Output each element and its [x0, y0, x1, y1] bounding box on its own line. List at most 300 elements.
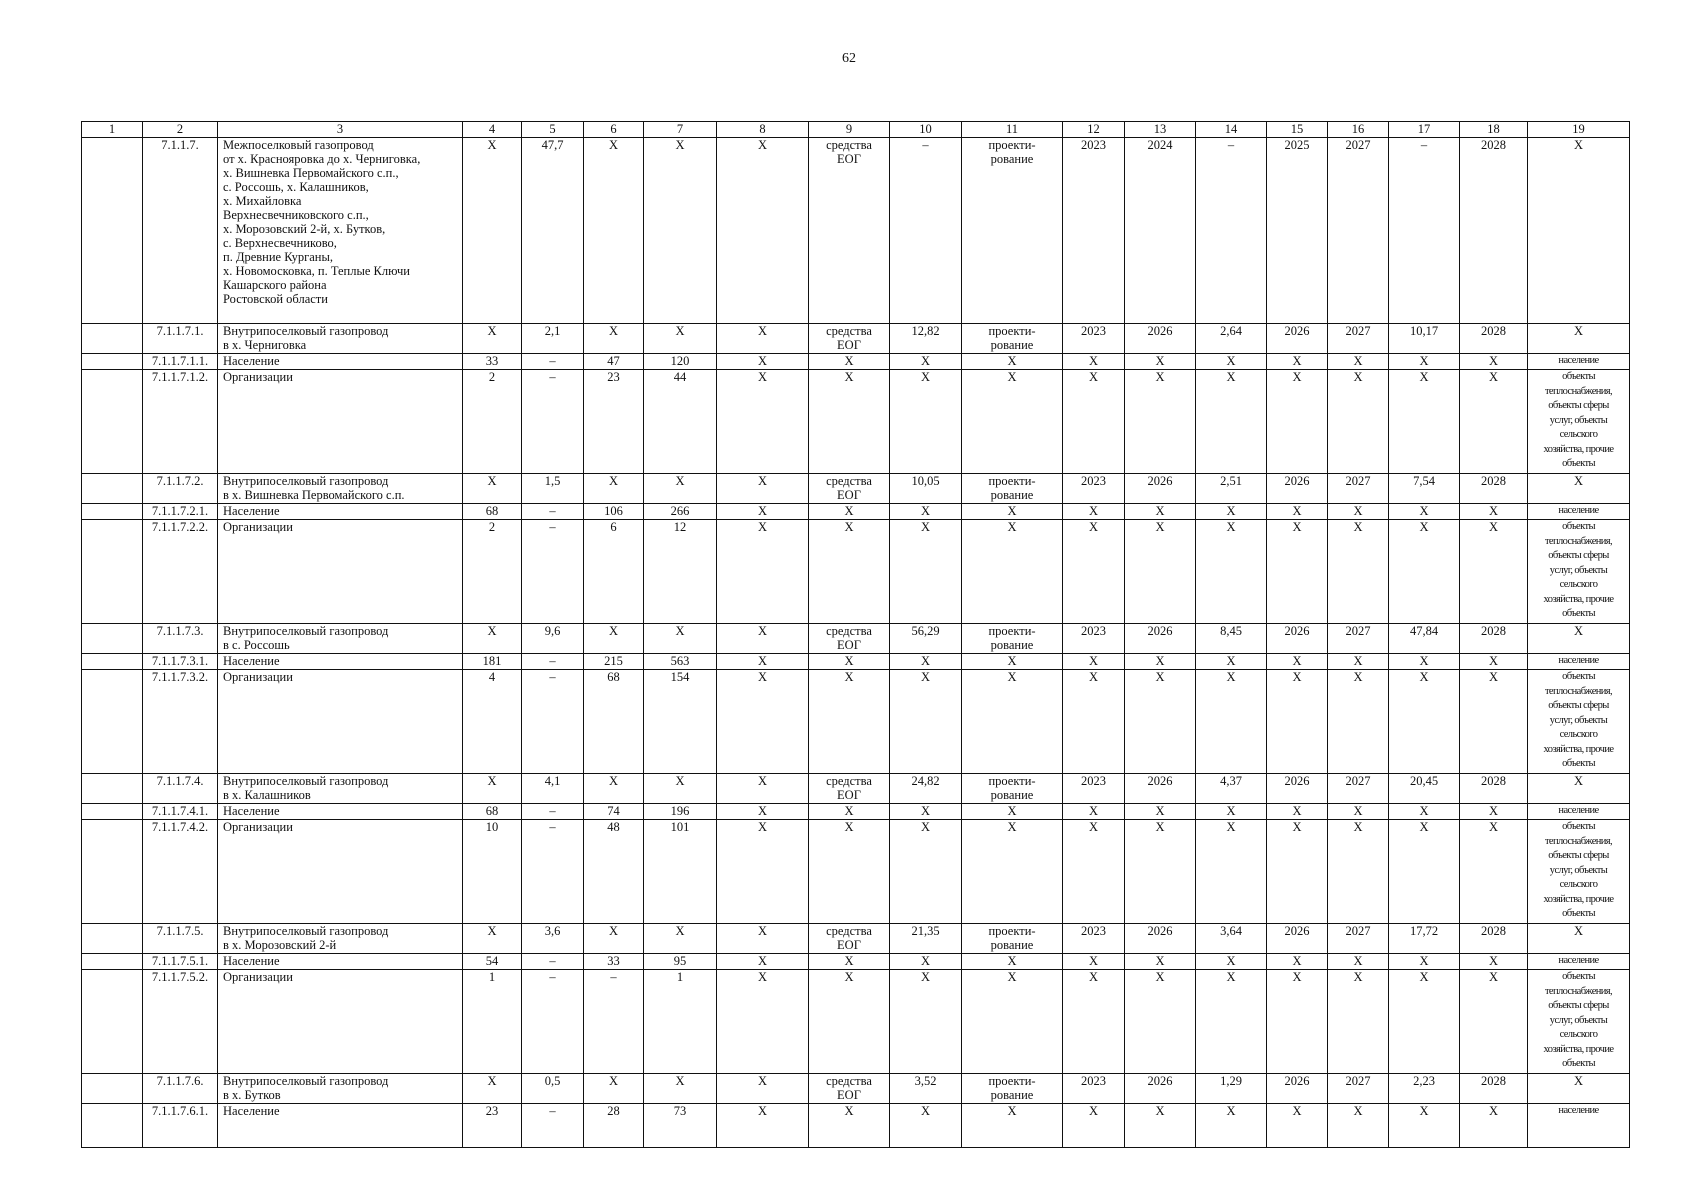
- item-code: 7.1.1.7.3.1.: [143, 654, 218, 670]
- value-cell: Х: [1125, 804, 1196, 820]
- value-cell: Х: [1328, 354, 1389, 370]
- value-cell: Х: [717, 654, 809, 670]
- value-cell: Х: [1063, 504, 1125, 520]
- value-cell: 4,1: [522, 774, 584, 804]
- item-code: 7.1.1.7.1.2.: [143, 370, 218, 474]
- value-cell: Х: [717, 804, 809, 820]
- value-cell: 2028: [1460, 138, 1528, 324]
- value-cell: Х: [463, 1074, 522, 1104]
- value-cell: Х: [717, 1074, 809, 1104]
- value-cell: 73: [644, 1104, 717, 1148]
- value-cell: Х: [717, 970, 809, 1074]
- value-cell: Х: [1267, 954, 1328, 970]
- value-cell: Х: [584, 624, 644, 654]
- value-cell: Х: [1267, 970, 1328, 1074]
- value-cell: Х: [890, 820, 962, 924]
- value-cell: Х: [1063, 654, 1125, 670]
- value-cell: 2026: [1125, 1074, 1196, 1104]
- consumer-type: Х: [1528, 624, 1630, 654]
- value-cell: 23: [463, 1104, 522, 1148]
- value-cell: 2026: [1125, 474, 1196, 504]
- value-cell: Х: [1267, 670, 1328, 774]
- value-cell: проекти- рование: [962, 774, 1063, 804]
- value-cell: 2,1: [522, 324, 584, 354]
- value-cell: –: [1196, 138, 1267, 324]
- value-cell: Х: [1196, 354, 1267, 370]
- item-code: 7.1.1.7.: [143, 138, 218, 324]
- value-cell: 68: [584, 670, 644, 774]
- table-row: [82, 474, 1630, 504]
- value-cell: 120: [644, 354, 717, 370]
- consumer-type: население: [1528, 1104, 1630, 1148]
- value-cell: 2027: [1328, 1074, 1389, 1104]
- value-cell: 196: [644, 804, 717, 820]
- value-cell: 24,82: [890, 774, 962, 804]
- table-row: [82, 624, 1630, 654]
- value-cell: 2026: [1125, 624, 1196, 654]
- table-row: [82, 970, 1630, 1074]
- gas-pipeline-table: [81, 121, 1630, 1148]
- table-row: [82, 520, 1630, 624]
- column-number: 14: [1196, 122, 1267, 138]
- value-cell: Х: [809, 1104, 890, 1148]
- value-cell: Х: [1328, 1104, 1389, 1148]
- value-cell: Х: [1196, 670, 1267, 774]
- value-cell: 1,5: [522, 474, 584, 504]
- value-cell: Х: [1063, 1104, 1125, 1148]
- value-cell: Х: [1196, 954, 1267, 970]
- value-cell: Х: [1328, 520, 1389, 624]
- value-cell: Х: [717, 504, 809, 520]
- value-cell: 2023: [1063, 924, 1125, 954]
- value-cell: проекти- рование: [962, 324, 1063, 354]
- table-row: [82, 370, 1630, 474]
- value-cell: 2027: [1328, 924, 1389, 954]
- value-cell: Х: [717, 1104, 809, 1148]
- value-cell: Х: [644, 138, 717, 324]
- value-cell: 2026: [1267, 324, 1328, 354]
- value-cell: Х: [717, 954, 809, 970]
- value-cell: –: [1389, 138, 1460, 324]
- item-description: Внутрипоселковый газопровод в с. Россошь: [218, 624, 463, 654]
- item-code: 7.1.1.7.3.: [143, 624, 218, 654]
- value-cell: Х: [809, 654, 890, 670]
- empty-cell: [82, 624, 143, 654]
- value-cell: 1: [644, 970, 717, 1074]
- value-cell: 95: [644, 954, 717, 970]
- value-cell: 47,84: [1389, 624, 1460, 654]
- item-code: 7.1.1.7.6.: [143, 1074, 218, 1104]
- item-description: Внутрипоселковый газопровод в х. Бутков: [218, 1074, 463, 1104]
- value-cell: 563: [644, 654, 717, 670]
- value-cell: 2027: [1328, 774, 1389, 804]
- item-description: Внутрипоселковый газопровод в х. Черниговка: [218, 324, 463, 354]
- item-description: Население: [218, 1104, 463, 1148]
- empty-cell: [82, 924, 143, 954]
- value-cell: Х: [463, 474, 522, 504]
- item-description: Организации: [218, 370, 463, 474]
- value-cell: 2024: [1125, 138, 1196, 324]
- item-description: Население: [218, 504, 463, 520]
- empty-cell: [82, 474, 143, 504]
- value-cell: Х: [1125, 504, 1196, 520]
- item-code: 7.1.1.7.2.2.: [143, 520, 218, 624]
- empty-cell: [82, 820, 143, 924]
- value-cell: 8,45: [1196, 624, 1267, 654]
- value-cell: Х: [1267, 520, 1328, 624]
- table-row: [82, 504, 1630, 520]
- consumer-type: объекты теплоснабжения, объекты сферы услуг, объекты сельского хозяйства, прочие объекты: [1528, 820, 1630, 924]
- value-cell: 10,17: [1389, 324, 1460, 354]
- value-cell: средства ЕОГ: [809, 924, 890, 954]
- value-cell: Х: [717, 670, 809, 774]
- table-row: [82, 138, 1630, 324]
- empty-cell: [82, 804, 143, 820]
- value-cell: 4,37: [1196, 774, 1267, 804]
- consumer-type: объекты теплоснабжения, объекты сферы услуг, объекты сельского хозяйства, прочие объекты: [1528, 670, 1630, 774]
- table-row: [82, 324, 1630, 354]
- value-cell: Х: [1389, 954, 1460, 970]
- table-row: [82, 924, 1630, 954]
- value-cell: Х: [890, 354, 962, 370]
- value-cell: Х: [584, 774, 644, 804]
- value-cell: Х: [1196, 804, 1267, 820]
- value-cell: 2028: [1460, 624, 1528, 654]
- empty-cell: [82, 138, 143, 324]
- value-cell: –: [522, 970, 584, 1074]
- value-cell: 2026: [1267, 474, 1328, 504]
- item-description: Организации: [218, 820, 463, 924]
- item-description: Межпоселковый газопровод от х. Краснояровка до х. Черниговка, х. Вишневка Первомайского с.п., с. Россошь, х. Калашников, х. Михайловка Верхнесвечниковского с.п., х. Морозовский 2-й, х. Бутков, с. Верхнесвечниково, п. Древние Курганы, х. Новомосковка, п. Теплые Ключи Кашарского района Ростовской области: [218, 138, 463, 324]
- item-description: Население: [218, 804, 463, 820]
- column-number: 6: [584, 122, 644, 138]
- value-cell: Х: [1460, 804, 1528, 820]
- value-cell: 74: [584, 804, 644, 820]
- value-cell: Х: [1460, 370, 1528, 474]
- table-row: [82, 954, 1630, 970]
- value-cell: Х: [717, 924, 809, 954]
- value-cell: Х: [644, 774, 717, 804]
- value-cell: Х: [962, 954, 1063, 970]
- item-description: Организации: [218, 520, 463, 624]
- column-number: 4: [463, 122, 522, 138]
- value-cell: Х: [584, 324, 644, 354]
- value-cell: Х: [962, 670, 1063, 774]
- value-cell: 181: [463, 654, 522, 670]
- item-description: Внутрипоселковый газопровод в х. Калашников: [218, 774, 463, 804]
- value-cell: 2,23: [1389, 1074, 1460, 1104]
- consumer-type: население: [1528, 354, 1630, 370]
- value-cell: Х: [1125, 670, 1196, 774]
- value-cell: –: [522, 670, 584, 774]
- value-cell: проекти- рование: [962, 924, 1063, 954]
- value-cell: –: [522, 520, 584, 624]
- value-cell: 0,5: [522, 1074, 584, 1104]
- value-cell: 101: [644, 820, 717, 924]
- value-cell: 2023: [1063, 138, 1125, 324]
- item-description: Население: [218, 654, 463, 670]
- value-cell: Х: [1328, 370, 1389, 474]
- value-cell: 33: [463, 354, 522, 370]
- value-cell: 2027: [1328, 624, 1389, 654]
- value-cell: Х: [463, 624, 522, 654]
- item-code: 7.1.1.7.1.: [143, 324, 218, 354]
- value-cell: Х: [1125, 370, 1196, 474]
- value-cell: Х: [1196, 504, 1267, 520]
- empty-cell: [82, 954, 143, 970]
- value-cell: 2,64: [1196, 324, 1267, 354]
- value-cell: Х: [1267, 820, 1328, 924]
- value-cell: средства ЕОГ: [809, 138, 890, 324]
- value-cell: Х: [1196, 970, 1267, 1074]
- consumer-type: объекты теплоснабжения, объекты сферы услуг, объекты сельского хозяйства, прочие объекты: [1528, 370, 1630, 474]
- consumer-type: население: [1528, 504, 1630, 520]
- item-description: Внутрипоселковый газопровод в х. Вишневка Первомайского с.п.: [218, 474, 463, 504]
- value-cell: 2028: [1460, 924, 1528, 954]
- value-cell: Х: [1328, 804, 1389, 820]
- value-cell: 154: [644, 670, 717, 774]
- value-cell: 266: [644, 504, 717, 520]
- column-number: 17: [1389, 122, 1460, 138]
- value-cell: Х: [717, 354, 809, 370]
- column-number: 8: [717, 122, 809, 138]
- value-cell: 2: [463, 520, 522, 624]
- item-description: Организации: [218, 670, 463, 774]
- value-cell: 2023: [1063, 624, 1125, 654]
- value-cell: 48: [584, 820, 644, 924]
- empty-cell: [82, 670, 143, 774]
- table-row: [82, 1074, 1630, 1104]
- value-cell: Х: [717, 520, 809, 624]
- value-cell: –: [584, 970, 644, 1074]
- consumer-type: население: [1528, 954, 1630, 970]
- column-number: 11: [962, 122, 1063, 138]
- value-cell: Х: [962, 354, 1063, 370]
- value-cell: 47,7: [522, 138, 584, 324]
- value-cell: 54: [463, 954, 522, 970]
- value-cell: проекти- рование: [962, 624, 1063, 654]
- value-cell: 68: [463, 804, 522, 820]
- value-cell: Х: [962, 520, 1063, 624]
- item-code: 7.1.1.7.5.: [143, 924, 218, 954]
- consumer-type: Х: [1528, 138, 1630, 324]
- value-cell: Х: [1460, 520, 1528, 624]
- value-cell: Х: [1196, 1104, 1267, 1148]
- column-number: 3: [218, 122, 463, 138]
- value-cell: –: [522, 370, 584, 474]
- value-cell: Х: [463, 774, 522, 804]
- value-cell: Х: [962, 820, 1063, 924]
- value-cell: 23: [584, 370, 644, 474]
- value-cell: Х: [809, 354, 890, 370]
- value-cell: 47: [584, 354, 644, 370]
- value-cell: 28: [584, 1104, 644, 1148]
- value-cell: Х: [1125, 520, 1196, 624]
- value-cell: Х: [644, 924, 717, 954]
- value-cell: 33: [584, 954, 644, 970]
- value-cell: Х: [1267, 354, 1328, 370]
- value-cell: Х: [1389, 520, 1460, 624]
- value-cell: Х: [463, 324, 522, 354]
- value-cell: –: [890, 138, 962, 324]
- empty-cell: [82, 1104, 143, 1148]
- value-cell: 2026: [1267, 774, 1328, 804]
- value-cell: 6: [584, 520, 644, 624]
- value-cell: Х: [1267, 804, 1328, 820]
- value-cell: Х: [1328, 820, 1389, 924]
- consumer-type: Х: [1528, 924, 1630, 954]
- consumer-type: население: [1528, 804, 1630, 820]
- value-cell: Х: [1125, 654, 1196, 670]
- value-cell: Х: [1389, 1104, 1460, 1148]
- value-cell: Х: [1125, 970, 1196, 1074]
- value-cell: Х: [1063, 954, 1125, 970]
- value-cell: Х: [1460, 670, 1528, 774]
- value-cell: 3,64: [1196, 924, 1267, 954]
- table-row: [82, 670, 1630, 774]
- value-cell: Х: [584, 138, 644, 324]
- value-cell: 2026: [1267, 624, 1328, 654]
- value-cell: Х: [809, 370, 890, 474]
- item-description: Внутрипоселковый газопровод в х. Морозовский 2-й: [218, 924, 463, 954]
- empty-cell: [82, 354, 143, 370]
- value-cell: проекти- рование: [962, 1074, 1063, 1104]
- item-code: 7.1.1.7.4.2.: [143, 820, 218, 924]
- value-cell: 3,6: [522, 924, 584, 954]
- value-cell: 10: [463, 820, 522, 924]
- table-row: [82, 654, 1630, 670]
- value-cell: –: [522, 1104, 584, 1148]
- value-cell: Х: [1125, 354, 1196, 370]
- column-number: 9: [809, 122, 890, 138]
- value-cell: Х: [809, 504, 890, 520]
- value-cell: Х: [1328, 654, 1389, 670]
- value-cell: Х: [962, 504, 1063, 520]
- value-cell: Х: [890, 970, 962, 1074]
- item-code: 7.1.1.7.4.1.: [143, 804, 218, 820]
- column-number: 16: [1328, 122, 1389, 138]
- value-cell: Х: [1063, 670, 1125, 774]
- value-cell: Х: [1328, 970, 1389, 1074]
- value-cell: Х: [809, 820, 890, 924]
- item-code: 7.1.1.7.5.2.: [143, 970, 218, 1074]
- value-cell: Х: [1267, 370, 1328, 474]
- consumer-type: население: [1528, 654, 1630, 670]
- value-cell: 10,05: [890, 474, 962, 504]
- value-cell: Х: [1125, 820, 1196, 924]
- column-number: 10: [890, 122, 962, 138]
- empty-cell: [82, 370, 143, 474]
- value-cell: 2028: [1460, 774, 1528, 804]
- value-cell: средства ЕОГ: [809, 624, 890, 654]
- value-cell: Х: [644, 474, 717, 504]
- column-number: 2: [143, 122, 218, 138]
- value-cell: 1: [463, 970, 522, 1074]
- value-cell: Х: [1267, 504, 1328, 520]
- value-cell: Х: [890, 370, 962, 474]
- value-cell: 2026: [1125, 324, 1196, 354]
- item-code: 7.1.1.7.1.1.: [143, 354, 218, 370]
- value-cell: Х: [809, 804, 890, 820]
- table-row: [82, 1104, 1630, 1148]
- value-cell: Х: [1328, 670, 1389, 774]
- value-cell: Х: [1196, 820, 1267, 924]
- value-cell: средства ЕОГ: [809, 324, 890, 354]
- value-cell: Х: [1063, 804, 1125, 820]
- consumer-type: Х: [1528, 1074, 1630, 1104]
- value-cell: Х: [1063, 354, 1125, 370]
- column-number: 15: [1267, 122, 1328, 138]
- value-cell: 2,51: [1196, 474, 1267, 504]
- value-cell: Х: [717, 624, 809, 654]
- value-cell: 106: [584, 504, 644, 520]
- value-cell: –: [522, 804, 584, 820]
- value-cell: проекти- рование: [962, 474, 1063, 504]
- value-cell: 7,54: [1389, 474, 1460, 504]
- column-number: 19: [1528, 122, 1630, 138]
- value-cell: Х: [962, 370, 1063, 474]
- value-cell: 2026: [1267, 924, 1328, 954]
- value-cell: Х: [890, 1104, 962, 1148]
- value-cell: Х: [1389, 654, 1460, 670]
- value-cell: 2023: [1063, 1074, 1125, 1104]
- value-cell: Х: [1125, 1104, 1196, 1148]
- value-cell: Х: [1063, 970, 1125, 1074]
- value-cell: Х: [717, 774, 809, 804]
- value-cell: 9,6: [522, 624, 584, 654]
- empty-cell: [82, 504, 143, 520]
- column-number: 12: [1063, 122, 1125, 138]
- value-cell: 12,82: [890, 324, 962, 354]
- value-cell: Х: [1389, 370, 1460, 474]
- value-cell: Х: [1389, 504, 1460, 520]
- value-cell: Х: [1196, 654, 1267, 670]
- column-number: 18: [1460, 122, 1528, 138]
- table-row: [82, 820, 1630, 924]
- value-cell: Х: [717, 370, 809, 474]
- value-cell: 2028: [1460, 324, 1528, 354]
- value-cell: Х: [717, 474, 809, 504]
- value-cell: Х: [962, 970, 1063, 1074]
- value-cell: –: [522, 654, 584, 670]
- item-code: 7.1.1.7.2.1.: [143, 504, 218, 520]
- value-cell: Х: [1196, 520, 1267, 624]
- column-number: 1: [82, 122, 143, 138]
- value-cell: Х: [809, 970, 890, 1074]
- value-cell: –: [522, 820, 584, 924]
- value-cell: Х: [1063, 820, 1125, 924]
- empty-cell: [82, 324, 143, 354]
- value-cell: –: [522, 354, 584, 370]
- value-cell: Х: [584, 1074, 644, 1104]
- column-number: 13: [1125, 122, 1196, 138]
- value-cell: 4: [463, 670, 522, 774]
- value-cell: проекти- рование: [962, 138, 1063, 324]
- consumer-type: Х: [1528, 774, 1630, 804]
- value-cell: Х: [1328, 504, 1389, 520]
- value-cell: 12: [644, 520, 717, 624]
- item-code: 7.1.1.7.2.: [143, 474, 218, 504]
- item-description: Население: [218, 354, 463, 370]
- value-cell: Х: [644, 324, 717, 354]
- value-cell: 68: [463, 504, 522, 520]
- value-cell: 44: [644, 370, 717, 474]
- value-cell: 215: [584, 654, 644, 670]
- value-cell: Х: [463, 138, 522, 324]
- value-cell: Х: [717, 324, 809, 354]
- page-number: 62: [842, 51, 856, 66]
- empty-cell: [82, 774, 143, 804]
